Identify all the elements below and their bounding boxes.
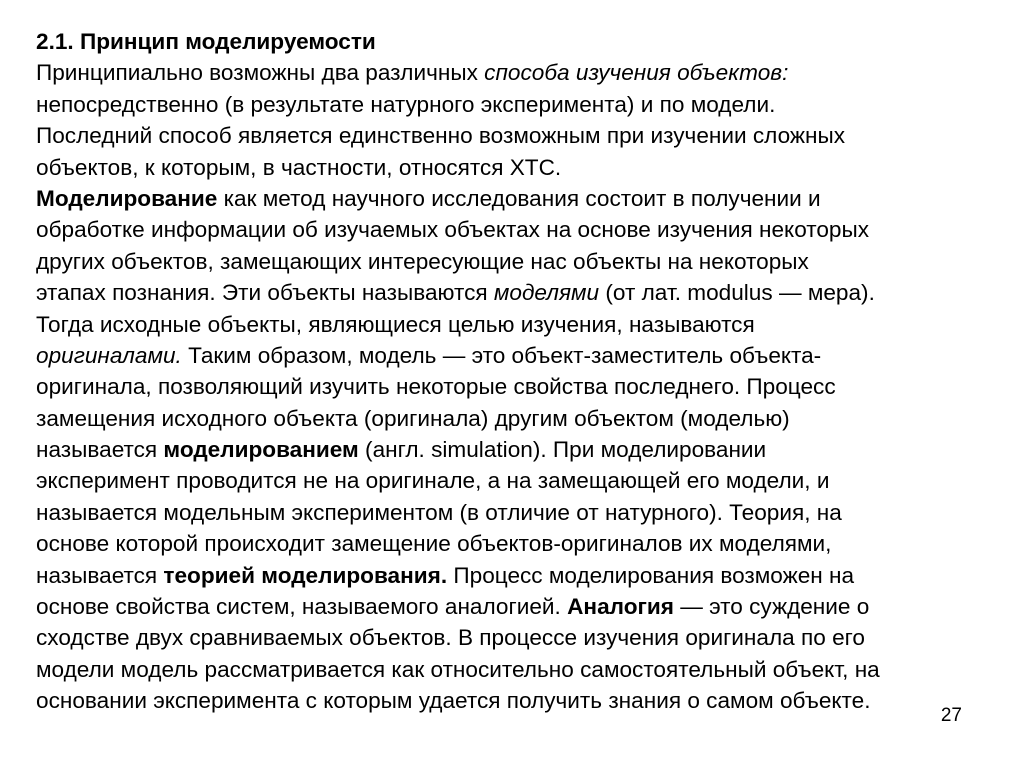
- text-run: Последний способ является единственно возможным при изучении сложных: [36, 123, 846, 149]
- text-run: этапах познания. Эти объекты называются: [36, 280, 494, 306]
- text-run: Тогда исходные объекты, являющиеся целью изучения, называются: [36, 311, 755, 337]
- text-line: [36, 340, 1008, 371]
- text-run: других объектов, замещающих интересующие нас объекты на некоторых: [36, 248, 809, 274]
- page-number: 27: [940, 705, 962, 726]
- text-line: [36, 685, 1008, 716]
- text-run: основании эксперимента с которым удается получить знания о самом объекте.: [36, 688, 871, 714]
- text-run: как метод научного исследования состоит в получении и: [217, 185, 821, 211]
- text-run: Таким образом, модель — это объект-заместитель объекта-: [181, 342, 822, 368]
- bold-term: Аналогия: [567, 594, 674, 620]
- italic-term: способа изучения объектов:: [484, 60, 789, 86]
- text-run: объектов, к которым, в частности, относятся ХТС.: [36, 154, 562, 180]
- text-run: модели модель рассматривается как относительно самостоятельный объект, на: [36, 656, 880, 682]
- text-line: [36, 183, 1008, 214]
- bold-term: теорией моделирования.: [163, 562, 448, 588]
- italic-term: моделями: [493, 280, 600, 306]
- text-run: основе свойства систем, называемого аналогией.: [36, 594, 568, 620]
- italic-term: оригиналами.: [36, 342, 182, 368]
- text-line: [36, 89, 1008, 120]
- text-line: [36, 528, 1008, 559]
- text-run: сходстве двух сравниваемых объектов. В процессе изучения оригинала по его: [36, 625, 865, 651]
- bold-term: моделированием: [163, 437, 359, 463]
- text-run: — это суждение о: [673, 594, 870, 620]
- bold-term: Моделирование: [36, 185, 218, 211]
- text-line: [36, 214, 1008, 245]
- text-line: [36, 152, 1008, 183]
- text-line: [36, 591, 1008, 622]
- text-run: Принципиально возможны два различных: [36, 60, 485, 86]
- text-run: (от лат. modulus — мера).: [599, 280, 875, 306]
- text-run: называется модельным экспериментом (в отличие от натурного). Теория, на: [36, 499, 842, 525]
- text-run: называется: [36, 437, 164, 463]
- text-run: непосредственно (в результате натурного эксперимента) и по модели.: [36, 91, 776, 117]
- text-run: Процесс моделирования возможен на: [447, 562, 855, 588]
- paragraph-text: [36, 57, 1008, 716]
- slide-heading: 2.1. Принцип моделируемости: [36, 29, 376, 54]
- text-line: [36, 403, 1008, 434]
- text-run: основе которой происходит замещение объектов-оригиналов их моделями,: [36, 531, 832, 557]
- text-line: [36, 497, 1008, 528]
- text-line: [36, 371, 1008, 402]
- slide-body: [36, 26, 1008, 717]
- text-line: [36, 465, 1008, 496]
- text-line: [36, 120, 1008, 151]
- text-run: (англ. simulation). При моделировании: [358, 437, 767, 463]
- text-line: [36, 277, 1008, 308]
- text-line: [36, 654, 1008, 685]
- text-line: [36, 434, 1008, 465]
- text-run: оригинала, позволяющий изучить некоторые свойства последнего. Процесс: [36, 374, 836, 400]
- text-line: [36, 309, 1008, 340]
- text-line: [36, 560, 1008, 591]
- text-run: обработке информации об изучаемых объектах на основе изучения некоторых: [36, 217, 870, 243]
- text-line: [36, 622, 1008, 653]
- text-line: [36, 246, 1008, 277]
- text-line: [36, 57, 1008, 88]
- text-run: эксперимент проводится не на оригинале, а на замещающей его модели, и: [36, 468, 830, 494]
- text-run: называется: [36, 562, 164, 588]
- text-run: замещения исходного объекта (оригинала) другим объектом (моделью): [36, 405, 790, 431]
